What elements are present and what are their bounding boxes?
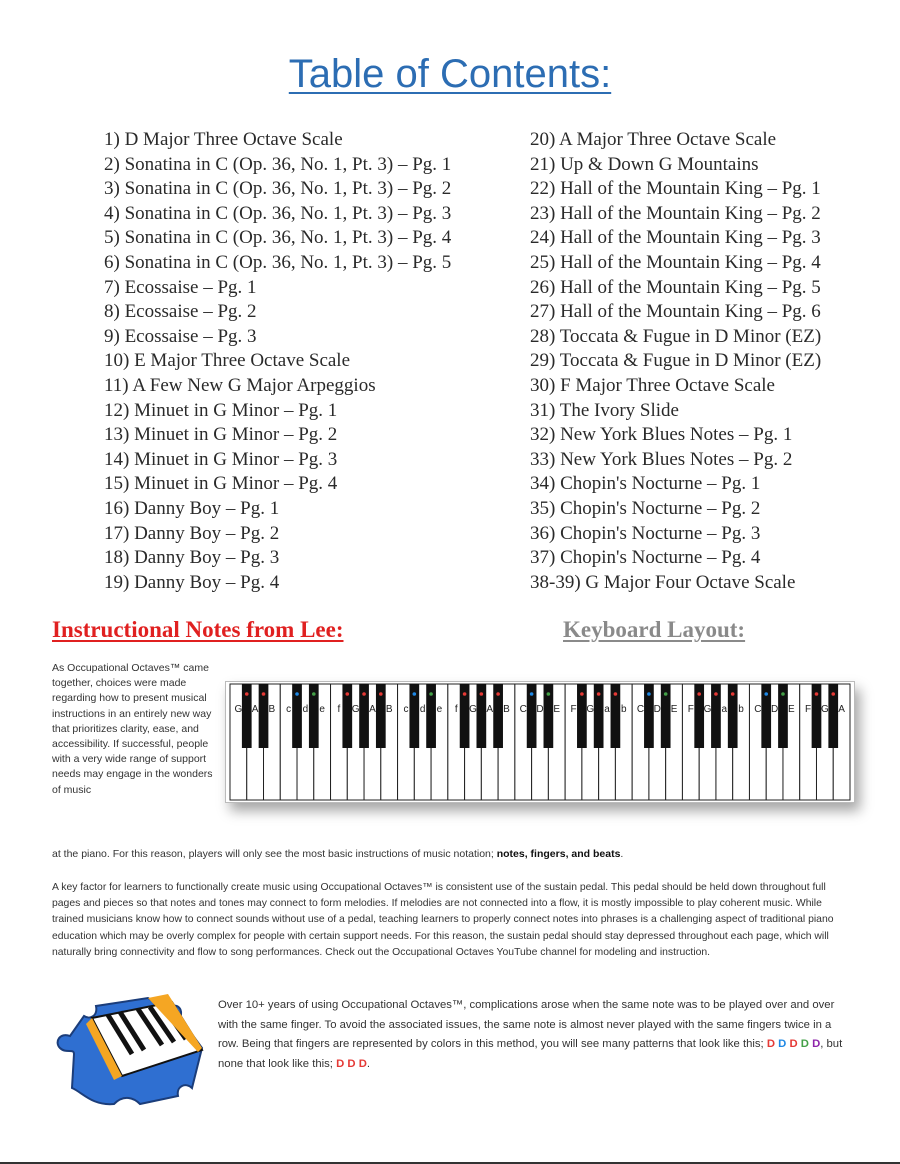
toc-entry: 8) Ecossaise – Pg. 2 <box>104 301 257 323</box>
finger-color-dot <box>731 692 735 696</box>
toc-entry: 18) Danny Boy – Pg. 3 <box>104 547 280 569</box>
toc-entry: 4) Sonatina in C (Op. 36, No. 1, Pt. 3) – Pg. 3 <box>104 202 452 224</box>
finger-color-dot <box>664 692 668 696</box>
finger-color-dot <box>815 692 819 696</box>
toc-entry: 31) The Ivory Slide <box>530 399 679 421</box>
toc-entry: 7) Ecossaise – Pg. 1 <box>104 276 257 298</box>
white-key-label: a <box>721 704 728 715</box>
finger-color-dot <box>547 692 551 696</box>
toc-entry: 1) D Major Three Octave Scale <box>104 129 343 150</box>
white-key-label: G <box>351 704 360 715</box>
toc-entry: 6) Sonatina in C (Op. 36, No. 1, Pt. 3) – Pg. 5 <box>104 251 452 273</box>
toc-entry: 3) Sonatina in C (Op. 36, No. 1, Pt. 3) – Pg. 2 <box>104 178 452 200</box>
white-key-label: e <box>436 704 443 715</box>
toc-entry: 21) Up & Down G Mountains <box>530 153 759 175</box>
toc-entry: 17) Danny Boy – Pg. 2 <box>104 522 280 544</box>
finger-pattern-paragraph: Over 10+ years of using Occupational Octaves™, complications arose when the same note was to be played over and over with the same finger. To avoid the associated issues, the same note is almost never played with the same fingers twice in a row. Being that fingers are represented by colors in this method, you will see many patterns that look like this; D D D D D, but none that look like this; D D D. <box>218 999 843 1070</box>
white-key-label: b <box>738 704 744 715</box>
white-key-label: C <box>754 704 762 715</box>
finger-pattern-text-a: Over 10+ years of using Occupational Octaves™, complications arose when the same note was to be played over and over with the same finger. To avoid the associated issues, the same note is almost never played with the same fingers twice in a row. Being that fingers are represented by colors in this method, you will see many patterns that look like this; <box>218 999 835 1051</box>
toc-entry: 35) Chopin's Nocturne – Pg. 2 <box>530 497 761 519</box>
toc-entry: 5) Sonatina in C (Op. 36, No. 1, Pt. 3) – Pg. 4 <box>104 227 452 249</box>
keyboard-diagram <box>225 681 855 803</box>
toc-entry: 11) A Few New G Major Arpeggios <box>104 374 376 396</box>
white-key-label: E <box>788 704 795 715</box>
finger-color-dot <box>781 692 785 696</box>
keyboard-svg <box>226 682 854 802</box>
white-key-label: A <box>251 704 259 715</box>
toc-entry: 25) Hall of the Mountain King – Pg. 4 <box>530 251 821 273</box>
white-key-label: d <box>419 704 426 715</box>
white-key-label: A <box>486 704 494 715</box>
white-key-label: A <box>838 704 845 715</box>
toc-entry: 34) Chopin's Nocturne – Pg. 1 <box>530 473 761 495</box>
notes-period: . <box>620 848 624 860</box>
white-key-label: G <box>703 704 712 715</box>
finger-color-dot <box>614 692 618 696</box>
white-key-label: d <box>302 704 309 715</box>
toc-entry: 36) Chopin's Nocturne – Pg. 3 <box>530 522 761 544</box>
white-key-label: B <box>503 704 510 715</box>
toc-entry: 38-39) G Major Four Octave Scale <box>530 571 796 593</box>
toc-entry: 12) Minuet in G Minor – Pg. 1 <box>104 399 338 421</box>
pattern-note: D <box>336 1057 345 1070</box>
finger-pattern-text-b: , but none that look like this; <box>218 1038 843 1070</box>
white-key-label: F <box>687 704 694 715</box>
notes-intro-paragraph: As Occupational Octaves™ came together, choices were made regarding how to present musical instructions in an entirely new way that prioritizes clarity, ease, and accessibility. If successful, people with a very wide range of support needs may engage in the wonders of music <box>52 662 213 796</box>
white-key-label: F <box>570 704 577 715</box>
toc-entry: 32) New York Blues Notes – Pg. 1 <box>530 424 793 446</box>
white-key-label: F <box>805 704 812 715</box>
toc-entry: 30) F Major Three Octave Scale <box>530 374 775 396</box>
white-key-label: C <box>636 704 645 715</box>
toc-entry: 29) Toccata & Fugue in D Minor (EZ) <box>530 350 822 372</box>
toc-entry: 9) Ecossaise – Pg. 3 <box>104 325 257 347</box>
toc-entry: 10) E Major Three Octave Scale <box>104 350 351 372</box>
toc-left-column <box>104 128 451 595</box>
finger-color-dot <box>379 692 383 696</box>
white-key-label: G <box>469 704 477 715</box>
notes-bold-emphasis: notes, fingers, and beats <box>496 848 621 860</box>
finger-color-dot <box>429 692 433 696</box>
white-key-label: f <box>337 704 341 715</box>
finger-color-dot <box>362 692 366 696</box>
toc-entry: 2) Sonatina in C (Op. 36, No. 1, Pt. 3) – Pg. 1 <box>104 153 452 175</box>
toc-entry: 24) Hall of the Mountain King – Pg. 3 <box>530 227 821 249</box>
pattern-note: D <box>358 1057 367 1070</box>
white-key-label: E <box>553 704 561 715</box>
finger-color-dot <box>697 692 701 696</box>
toc-entry: 13) Minuet in G Minor – Pg. 2 <box>104 424 338 446</box>
finger-color-dot <box>647 692 651 696</box>
pattern-note: D <box>766 1038 775 1051</box>
toc-entry: 20) A Major Three Octave Scale <box>530 129 777 150</box>
finger-color-dot <box>580 692 584 696</box>
toc-entry: 19) Danny Boy – Pg. 4 <box>104 571 280 593</box>
white-key-label: D <box>536 704 544 715</box>
white-key-label: B <box>268 704 276 715</box>
white-key-label: G <box>234 704 243 715</box>
finger-color-dot <box>496 692 500 696</box>
piano-puzzle-icon <box>52 988 212 1108</box>
white-key-label: D <box>770 704 779 715</box>
pattern-note: D <box>347 1057 356 1070</box>
white-key-label: a <box>604 704 610 715</box>
finger-color-dot <box>530 692 534 696</box>
white-key-label: e <box>319 704 325 715</box>
toc-right-column <box>530 128 821 595</box>
white-key-label: C <box>519 704 527 715</box>
white-key-label: D <box>653 704 661 715</box>
page-title: Table of Contents: <box>288 52 612 96</box>
white-key-label: c <box>403 704 409 715</box>
good-note-pattern <box>767 1038 820 1050</box>
finger-color-dot <box>831 692 835 696</box>
toc-entry: 23) Hall of the Mountain King – Pg. 2 <box>530 202 821 224</box>
pattern-note: D <box>778 1038 787 1051</box>
finger-color-dot <box>413 692 417 696</box>
finger-color-dot <box>245 692 249 696</box>
white-key-label: f <box>454 704 458 715</box>
notes-continuation <box>52 848 872 860</box>
pattern-note: D <box>789 1038 798 1051</box>
toc-entry: 22) Hall of the Mountain King – Pg. 1 <box>530 178 821 200</box>
toc-entry: 27) Hall of the Mountain King – Pg. 6 <box>530 301 821 323</box>
notes-continuation-text: at the piano. For this reason, players will only see the most basic instructions of music notation; <box>52 848 494 860</box>
toc-entry: 16) Danny Boy – Pg. 1 <box>104 497 280 519</box>
toc-entry: 26) Hall of the Mountain King – Pg. 5 <box>530 276 821 298</box>
finger-color-dot <box>295 692 299 696</box>
white-key-label: G <box>586 704 595 715</box>
keyboard-layout-heading: Keyboard Layout: <box>563 617 746 642</box>
white-key-label: b <box>621 704 627 715</box>
white-key-label: A <box>369 704 376 715</box>
toc-entry: 37) Chopin's Nocturne – Pg. 4 <box>530 547 761 569</box>
finger-color-dot <box>714 692 718 696</box>
finger-color-dot <box>480 692 484 696</box>
pattern-note: D <box>800 1038 809 1051</box>
finger-color-dot <box>262 692 266 696</box>
white-key-label: c <box>286 704 292 715</box>
toc-entry: 15) Minuet in G Minor – Pg. 4 <box>104 473 338 495</box>
finger-color-dot <box>463 692 467 696</box>
sustain-pedal-paragraph: A key factor for learners to functionally create music using Occupational Octaves™ is consistent use of the sustain pedal. This pedal should be held down throughout full pages and pieces so that notes and tones may connect to form melodies. If melodies are not connected into a flow, it is mostly impossible to play coherent music. While trained musicians know how to connect sounds without use of a pedal, teaching learners to properly connect notes into phrases is a challenging aspect of traditional piano education which may be overly complex for people with certain support needs. For this reason, the sustain pedal should stay depressed throughout each page, which will naturally bring connectivity and flow to song performances. Check out the Occupational Octaves YouTube channel for modeling and instruction. <box>52 882 834 958</box>
finger-color-dot <box>312 692 316 696</box>
white-key-label: B <box>385 704 393 715</box>
instructional-notes-heading: Instructional Notes from Lee: <box>52 617 344 642</box>
toc-entry: 28) Toccata & Fugue in D Minor (EZ) <box>530 325 822 347</box>
pattern-note: D <box>812 1038 821 1051</box>
bad-note-pattern <box>336 1058 367 1070</box>
finger-color-dot <box>764 692 768 696</box>
finger-color-dot <box>345 692 349 696</box>
toc-entry: 33) New York Blues Notes – Pg. 2 <box>530 448 793 470</box>
white-key-label: E <box>670 704 678 715</box>
white-key-label: G <box>820 704 829 715</box>
finger-color-dot <box>597 692 601 696</box>
toc-entry: 14) Minuet in G Minor – Pg. 3 <box>104 448 338 470</box>
